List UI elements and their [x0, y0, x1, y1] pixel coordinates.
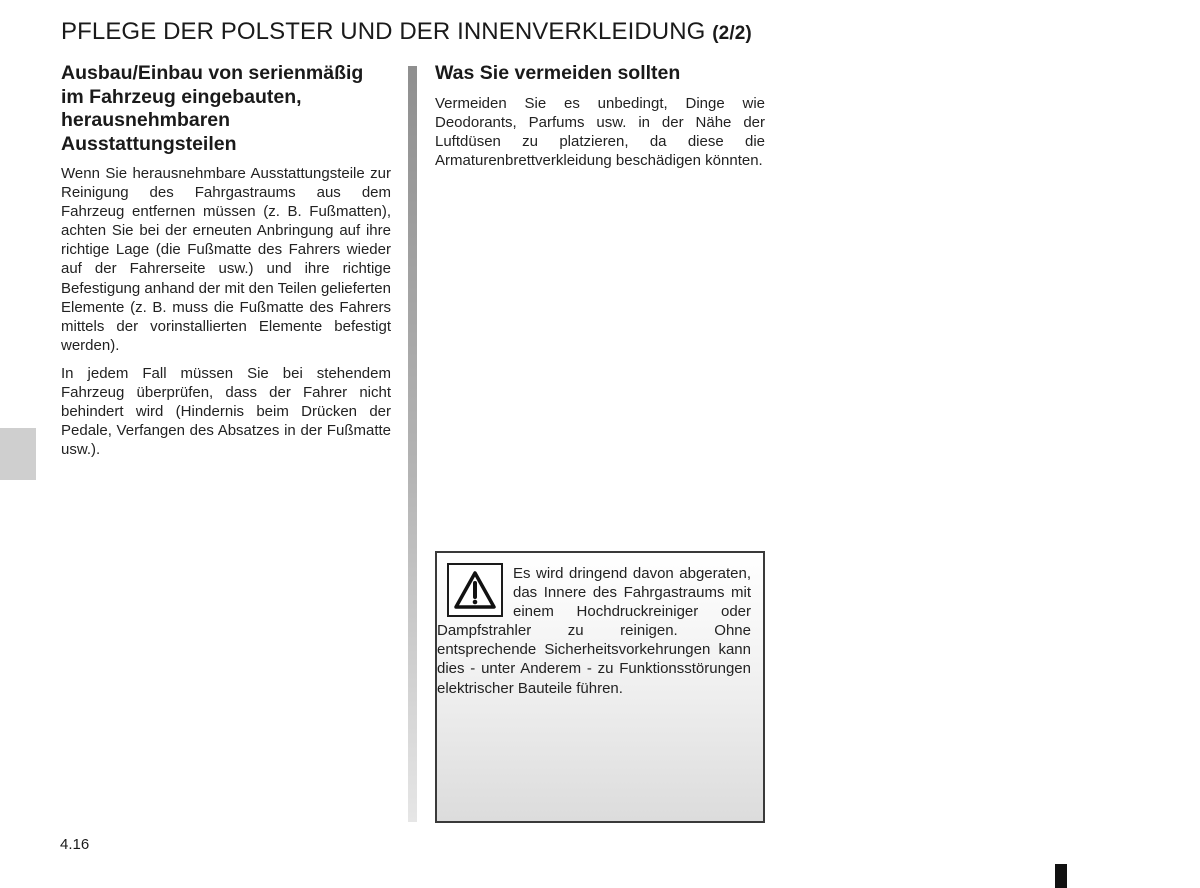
page-number: 4.16	[60, 836, 90, 853]
warning-triangle-icon	[447, 563, 503, 617]
left-paragraph-1: Wenn Sie herausnehmbare Ausstattungsteile zur Reinigung des Fahrgastraums aus dem Fahrzeug entfernen müssen (z. B. Fußmatten), achten Sie bei der erneuten Anbringung auf ihre richtige Lage (die Fußmatte des Fahrers wieder auf der Fahrerseite usw.) und ihre richtige Befestigung anhand der mit den Teilen gelieferten Elemente (z. B. muss die Fußmatte des Fahrers mittels der vorinstallierten Elemente befestigt werden).	[61, 165, 391, 354]
left-column	[61, 62, 391, 468]
page-title	[61, 18, 752, 46]
page-title-text: PFLEGE DER POLSTER UND DER INNENVERKLEIDUNG	[61, 18, 706, 45]
left-paragraph-2: In jedem Fall müssen Sie bei stehendem Fahrzeug überprüfen, dass der Fahrer nicht behindert wird (Hindernis beim Drücken der Pedale, Verfangen des Absatzes in der Fußmatte usw.).	[61, 364, 391, 459]
right-heading: Was Sie vermeiden sollten	[435, 62, 681, 84]
column-divider	[408, 66, 417, 822]
warning-box	[435, 551, 765, 823]
left-heading: Ausbau/Einbau von serienmäßig im Fahrzeug eingebauten, herausnehmbaren Ausstattungsteilen	[61, 62, 364, 155]
page-title-suffix: (2/2)	[712, 23, 752, 44]
right-paragraph: Vermeiden Sie es unbedingt, Dinge wie Deodorants, Parfums usw. in der Nähe der Luftdüsen zu platzieren, da diese die Armaturenbrettverkleidung beschädigen könnten.	[435, 94, 765, 169]
warning-text: Es wird dringend davon abgeraten, das Innere des Fahrgastraums mit einem Hochdruckreiniger oder Dampfstrahler zu reinigen. Ohne entsprechende Sicherheitsvorkehrungen kann dies - unter Anderem - zu Funktionsstörungen elektrischer Bauteile führen.	[437, 565, 751, 697]
corner-mark	[1055, 864, 1067, 888]
chapter-tab	[0, 428, 36, 480]
right-column	[435, 62, 765, 179]
